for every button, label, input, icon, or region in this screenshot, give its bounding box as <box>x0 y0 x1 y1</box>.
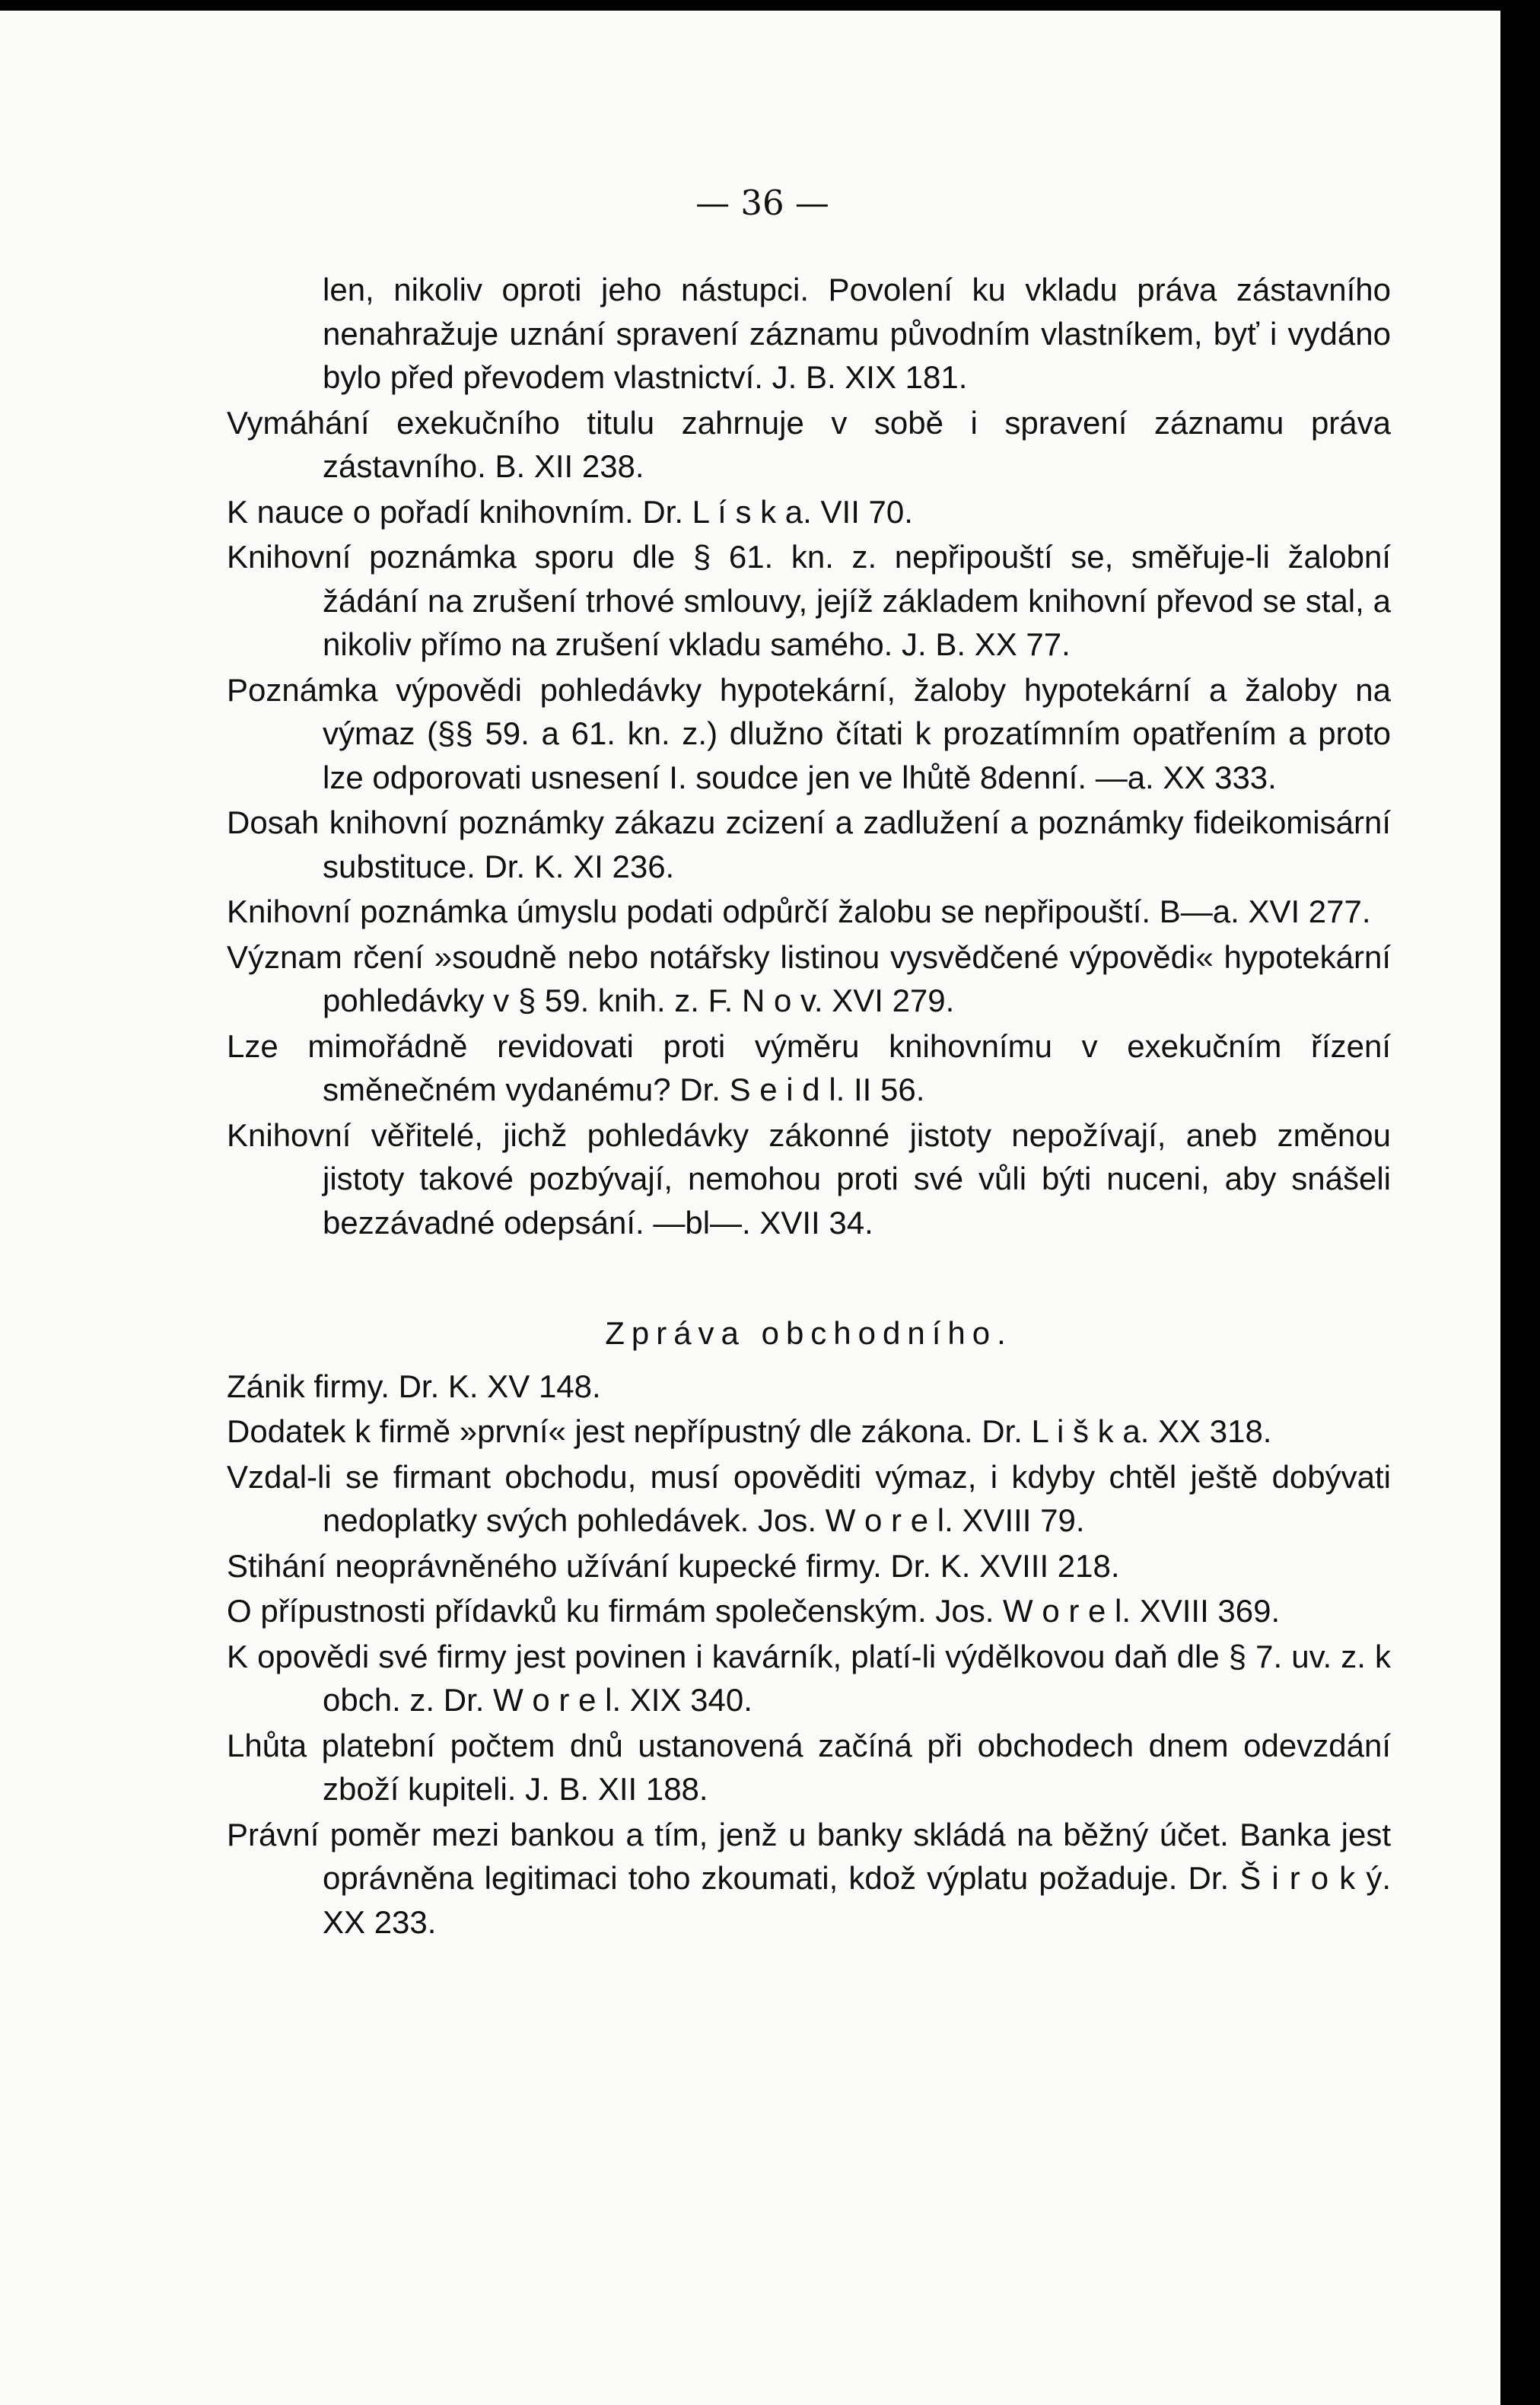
entry: K nauce o pořadí knihovním. Dr. L í s k a. VII 70. <box>227 493 913 530</box>
entry: Dodatek k firmě »první« jest nepřípustný dle zákona. Dr. L i š k a. XX 318. <box>227 1413 1272 1449</box>
page-text <box>227 268 1391 1945</box>
entry: Vzdal-li se firmant obchodu, musí opověditi výmaz, i kdyby chtěl ještě dobývati nedoplatky svých pohledávek. Jos. W o r e l. XVIII 79. <box>227 1458 1391 1538</box>
entry: O přípustnosti přídavků ku firmám společenským. Jos. W o r e l. XVIII 369. <box>227 1593 1281 1629</box>
entry: Knihovní poznámka sporu dle § 61. kn. z. nepřipouští se, směřuje-li žalobní žádání na zrušení trhové smlouvy, jejíž základem knihovní převod se stal, a nikoliv přímo na zrušení vkladu samého. J. B. XX 77. <box>227 539 1391 662</box>
entry-continuation: len, nikoliv oproti jeho nástupci. Povolení ku vkladu práva zástavního nenahražuje uznání spravení záznamu původním vlastníkem, byť i vydáno bylo před převodem vlastnictví. J. B. XIX 181. <box>323 272 1391 395</box>
entry: Význam rčení »soudně nebo notářsky listinou vysvědčené výpovědi« hypotekární pohledávky v § 59. knih. z. F. N o v. XVI 279. <box>227 938 1391 1018</box>
entry: K opovědi své firmy jest povinen i kavárník, platí-li výdělkovou daň dle § 7. uv. z. k obch. z. Dr. W o r e l. XIX 340. <box>227 1638 1391 1718</box>
entry: Stihání neoprávněného užívání kupecké firmy. Dr. K. XVIII 218. <box>227 1547 1120 1584</box>
entry: Právní poměr mezi bankou a tím, jenž u banky skládá na běžný účet. Banka jest oprávněna legitimaci toho zkoumati, kdož výplatu požaduje. Dr. Š i r o k ý. XX 233. <box>227 1816 1391 1940</box>
entry: Dosah knihovní poznámky zákazu zcizení a zadlužení a poznámky fideikomisární substituce. Dr. K. XI 236. <box>227 804 1391 884</box>
entry: Knihovní věřitelé, jichž pohledávky zákonné jistoty nepožívají, aneb změnou jistoty takové pozbývají, nemohou proti své vůli býti nuceni, aby snášeli bezzávadné odepsání. —bl—. XVII 34. <box>227 1116 1391 1241</box>
entry: Zánik firmy. Dr. K. XV 148. <box>227 1368 601 1404</box>
entry: Poznámka výpovědi pohledávky hypotekární, žaloby hypotekární a žaloby na výmaz (§§ 59. a 61. kn. z.) dlužno čítati k prozatímním opatřením a proto lze odporovati usnesení I. soudce jen ve lhůtě 8denní. —a. XX 333. <box>227 671 1391 795</box>
entry: Vymáhání exekučního titulu zahrnuje v sobě i spravení záznamu práva zástavního. B. XII 238. <box>227 404 1391 484</box>
entry: Knihovní poznámka úmyslu podati odpůrčí žalobu se nepřipouští. B—a. XVI 277. <box>227 894 1371 929</box>
entry: Lhůta platební počtem dnů ustanovená začíná při obchodech dnem odevzdání zboží kupiteli. J. B. XII 188. <box>227 1727 1391 1807</box>
page-number: — 36 — <box>695 183 829 223</box>
section-heading: Zpráva obchodního. <box>605 1315 1013 1351</box>
entry: Lze mimořádně revidovati proti výměru knihovnímu v exekučním řízení směnečném vydanému? Dr. S e i d l. II 56. <box>227 1027 1391 1107</box>
